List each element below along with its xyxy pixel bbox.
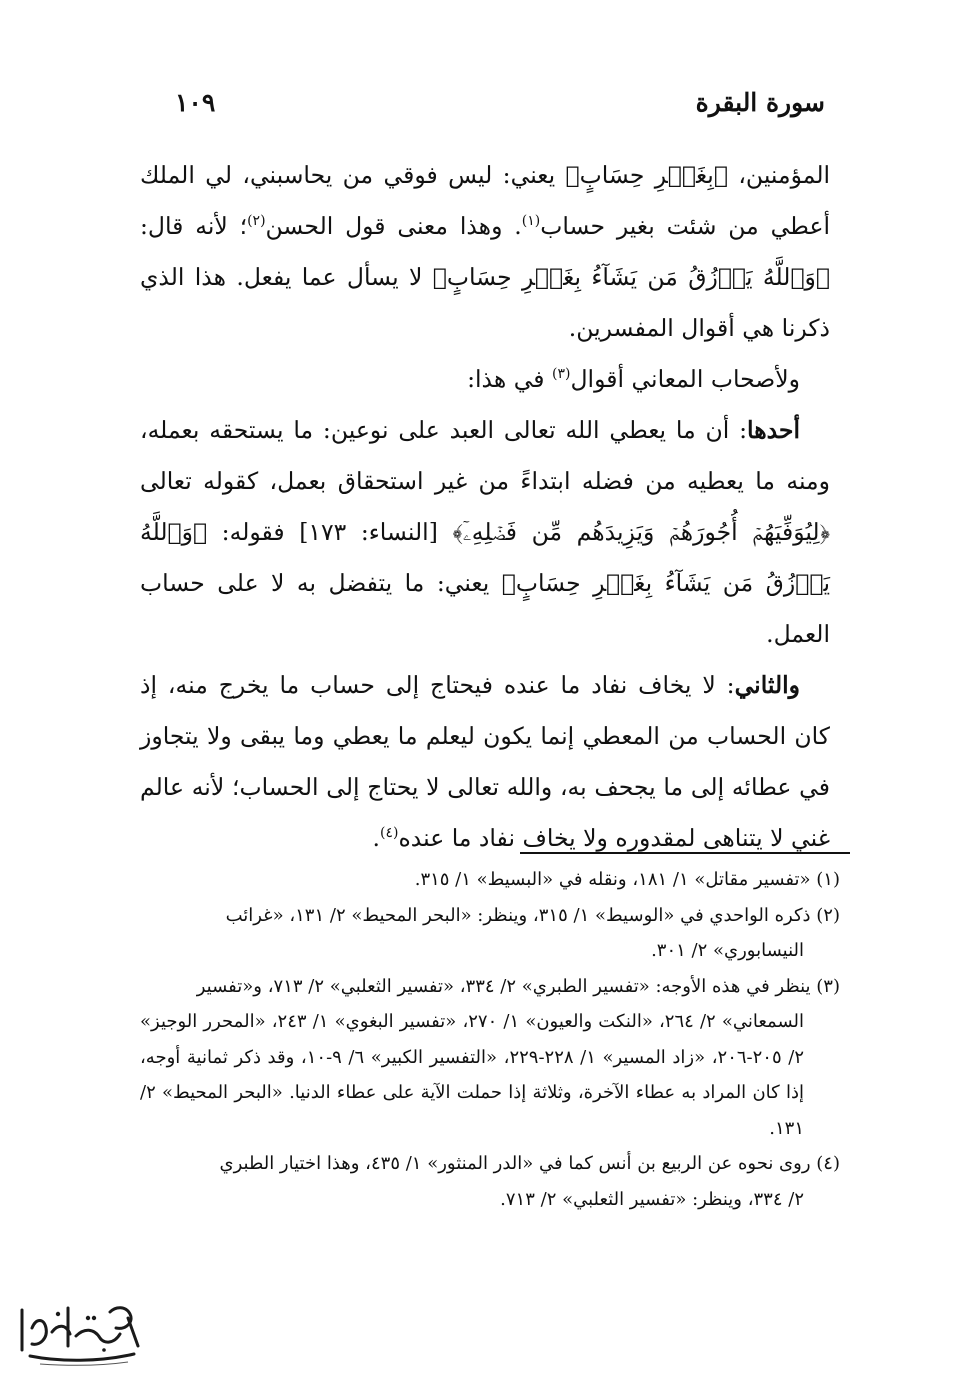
page-header [175, 84, 825, 120]
footnote-number: (١) [816, 869, 840, 890]
footnote-text: ذكره الواحدي في «الوسيط» ١/ ٣١٥، وينظر: «البحر المحيط» ٢/ ١٣١، «غرائب [225, 904, 817, 926]
footnote-4-continued: ٢/ ٣٣٤، وينظر: «تفسير الثعلبي» ٢/ ٧١٣. [500, 1188, 804, 1210]
footnote-4 [140, 1146, 840, 1182]
quran-quote: ﴿وَٱللَّهُ يَرۡزُقُ مَن يَشَآءُ بِغَيۡرِ حِسَابٍ﴾ [140, 518, 830, 597]
text-run: في هذا: [467, 365, 553, 393]
footnote-ref-3[interactable]: (٣) [552, 366, 571, 383]
paragraph-2 [140, 354, 830, 405]
footnote-ref-4[interactable]: (٤) [380, 825, 399, 842]
text-run: . [372, 824, 381, 852]
paragraph-1 [140, 150, 830, 354]
footnote-number: (٤) [816, 1153, 840, 1174]
paragraph-lead: أحدها [747, 416, 800, 444]
text-run: يعني: ما يتفضل به لا على حساب العمل. [140, 569, 830, 648]
text-run: المؤمنين، [727, 161, 831, 189]
footnote-2-continued: النيسابوري» ٢/ ٣٠١. [651, 940, 804, 961]
footnote-ref-1[interactable]: (١) [521, 213, 541, 230]
footnote-separator [520, 852, 850, 854]
footnote-text: روى نحوه عن الربيع بن أنس كما في «الدر المنثور» ١/ ٤٣٥، وهذا اختيار الطبري [219, 1153, 817, 1174]
paragraph-lead: والثاني [734, 671, 800, 699]
text-run: [النساء: ١٧٣] فقوله: [207, 518, 453, 546]
footnote-text: ينظر في هذه الأوجه: «تفسير الطبري» ٢/ ٣٣٤، «تفسير الثعلبي» ٢/ ٧١٣، و«تفسير [196, 975, 817, 997]
quran-quote: ﴿لِيُوَفِّيَهُمۡ أُجُورَهُمۡ وَيَزِيدَهُم مِّن فَضۡلِهِۦٓ﴾ [452, 518, 830, 546]
footnote-2 [140, 898, 840, 934]
footnotes [140, 862, 840, 1217]
calligraphy-stamp-icon [10, 1288, 150, 1368]
text-run: يعني: ليس فوقي من يحاسبني، لي الملك أعطي من شئت بغير حساب [140, 161, 831, 240]
footnote-number: (٢) [816, 904, 840, 926]
library-stamp-logo [10, 1288, 150, 1368]
paragraph-3 [140, 405, 830, 660]
quran-quote: ﴿وَٱللَّهُ يَرۡزُقُ مَن يَشَآءُ بِغَيۡرِ حِسَابٍ﴾ [432, 263, 830, 291]
paragraph-4 [140, 660, 830, 864]
text-run: : لا يخاف نفاد ما عنده فيحتاج إلى حساب ما يخرج منه، إذ كان الحساب من المعطي إنما يكون ليعلم ما يعطي وما يبقى ولا يتجاوز في عطائه إلى ما يجحف به، والله تعالى لا يحتاج إلى الحساب؛ لأنه عالم غني لا يتناهى لمقدوره ولا يخاف نفاد ما عنده [140, 671, 830, 852]
text-run: ولأصحاب المعاني أقوال [570, 365, 800, 393]
text-run: : أن ما يعطي الله تعالى العبد على نوعين: ما يستحقه بعمله، ومنه ما يعطيه من فضله ابتداءً من غير استحقاق بعمل، كقوله تعالى [140, 416, 830, 495]
footnote-number: (٣) [816, 975, 840, 997]
quran-quote: ﴿بِغَيۡرِ حِسَابٍ﴾ [565, 161, 728, 189]
main-text [140, 150, 830, 864]
text-run: ؛ لأنه قال: [140, 212, 248, 240]
footnote-text: «تفسير مقاتل» ١/ ١٨١، ونقله في «البسيط» ١/ ٣١٥. [414, 869, 817, 890]
footnote-3-continued: السمعاني» ٢/ ٢٦٤، «النكت والعيون» ١/ ٢٧٠، «تفسير البغوي» ١/ ٢٤٣، «المحرر الوجيز» ٢/ ٢٠٥-٢٠٦، «زاد المسير» ١/ ٢٢٨-٢٢٩، «التفسير الكبير» ٦/ ٩-١٠، وقد ذكر ثمانية أوجه، إذا كان المراد به عطاء الآخرة، وثلاثة إذا حملت الآية على عطاء الدنيا. «البحر المحيط» ٢/ ١٣١. [140, 1011, 804, 1139]
page-number: ١٠٩ [175, 87, 216, 117]
surah-title: سورة البقرة [695, 87, 825, 117]
text-run: . وهذا معنى قول الحسن [265, 212, 522, 240]
footnote-ref-2[interactable]: (٢) [247, 213, 266, 230]
footnote-1 [140, 862, 840, 898]
text-run: لا يسأل عما يفعل. هذا الذي ذكرنا هي أقوال المفسرين. [140, 263, 830, 342]
footnote-3 [140, 969, 840, 1005]
